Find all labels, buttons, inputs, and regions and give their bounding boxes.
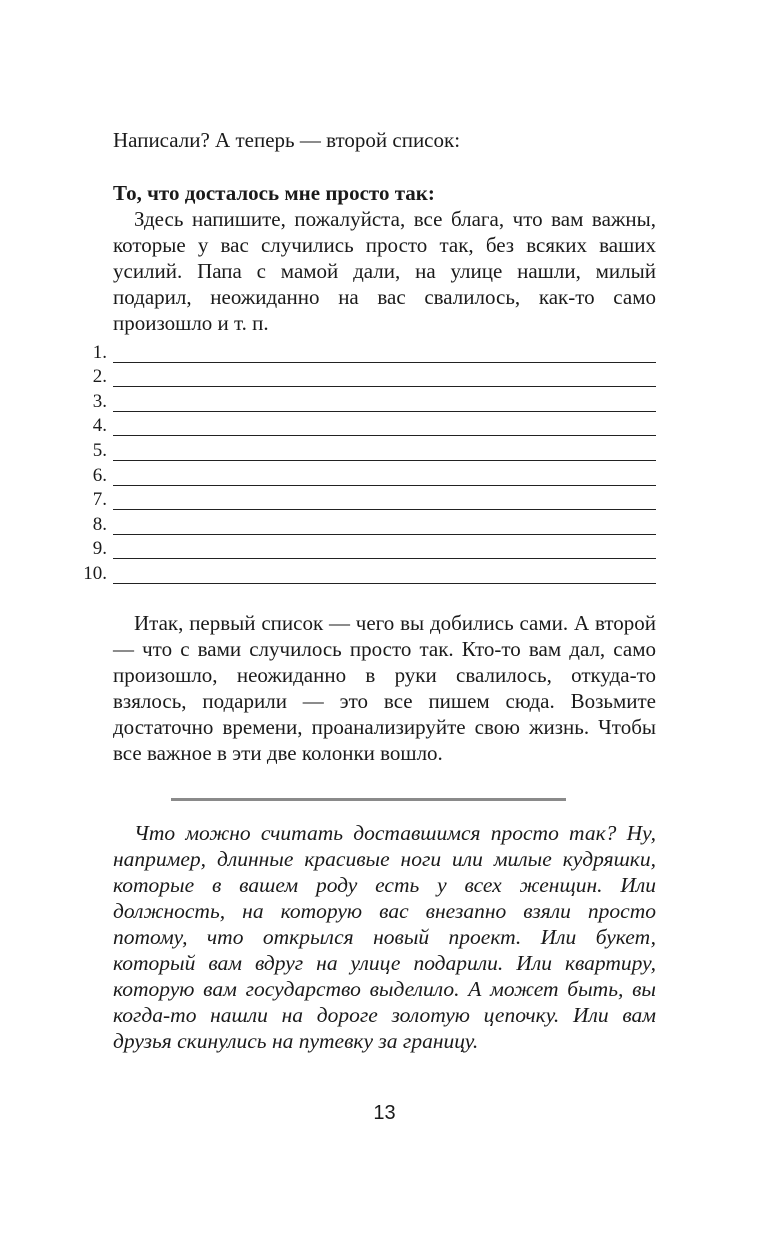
list-item <box>80 486 656 511</box>
blank-line <box>113 516 656 535</box>
list-item-number: 3. <box>92 390 107 412</box>
list-item-number: 10. <box>83 562 107 584</box>
list-item <box>80 461 656 486</box>
list-item <box>80 363 656 388</box>
list-item-number: 2. <box>92 366 107 388</box>
section-title: То, что досталось мне просто так: <box>113 181 435 205</box>
list-item-number: 5. <box>92 439 107 461</box>
list-item <box>80 535 656 560</box>
list-item-number: 1. <box>92 341 107 363</box>
blank-line <box>113 540 656 559</box>
list-item-number: 4. <box>92 415 107 437</box>
blank-line <box>113 467 656 486</box>
intro-paragraph: Написали? А теперь — второй список: <box>113 128 461 152</box>
italic-note: Что можно считать доставшимся просто так? Ну, например, длинные красивые ноги или милые кудряшки, которые в вашем роду есть у всех женщин. Или должность, на которую вас внезапно взяли просто потому, что открылся новый проект. Или букет, который вам вдруг на улице подарили. Или квартиру, которую вам государство выделило. А может быть, вы когда-то нашли на дороге золотую цепочку. Или вам друзья скинулись на путевку за границу. <box>113 821 656 1053</box>
list-item-number: 6. <box>92 464 107 486</box>
section-description: Здесь напишите, пожалуйста, все блага, что вам важны, которые у вас случились просто так, без всяких ваших усилий. Папа с мамой дали, на улице нашли, милый подарил, неожиданно на вас свалилось, как-то само произошло и т. п. <box>113 207 656 335</box>
page-number: 13 <box>373 1102 396 1124</box>
blank-line <box>113 442 656 461</box>
blank-line <box>113 491 656 510</box>
second-list-section <box>113 180 656 336</box>
blank-line <box>113 417 656 436</box>
blank-line <box>113 368 656 387</box>
list-item <box>80 338 656 363</box>
list-item <box>80 559 656 584</box>
list-item-number: 9. <box>92 538 107 560</box>
list-item-number: 8. <box>92 513 107 535</box>
fill-in-list <box>80 338 656 584</box>
list-item <box>80 510 656 535</box>
blank-line <box>113 344 656 363</box>
list-item-number: 7. <box>92 489 107 511</box>
list-item <box>80 436 656 461</box>
blank-line <box>113 565 656 584</box>
summary-paragraph: Итак, первый список — чего вы добились сами. А второй — что с вами случилось просто так. Кто-то вам дал, само произошло, неожиданно в руки свалилось, откуда-то взялось, подарили — это все пишем сюда. Возьмите достаточно времени, проанализируйте свою жизнь. Чтобы все важное в эти две колонки вошло. <box>113 611 656 765</box>
list-item <box>80 387 656 412</box>
blank-line <box>113 393 656 412</box>
list-item <box>80 412 656 437</box>
section-divider <box>171 798 566 801</box>
